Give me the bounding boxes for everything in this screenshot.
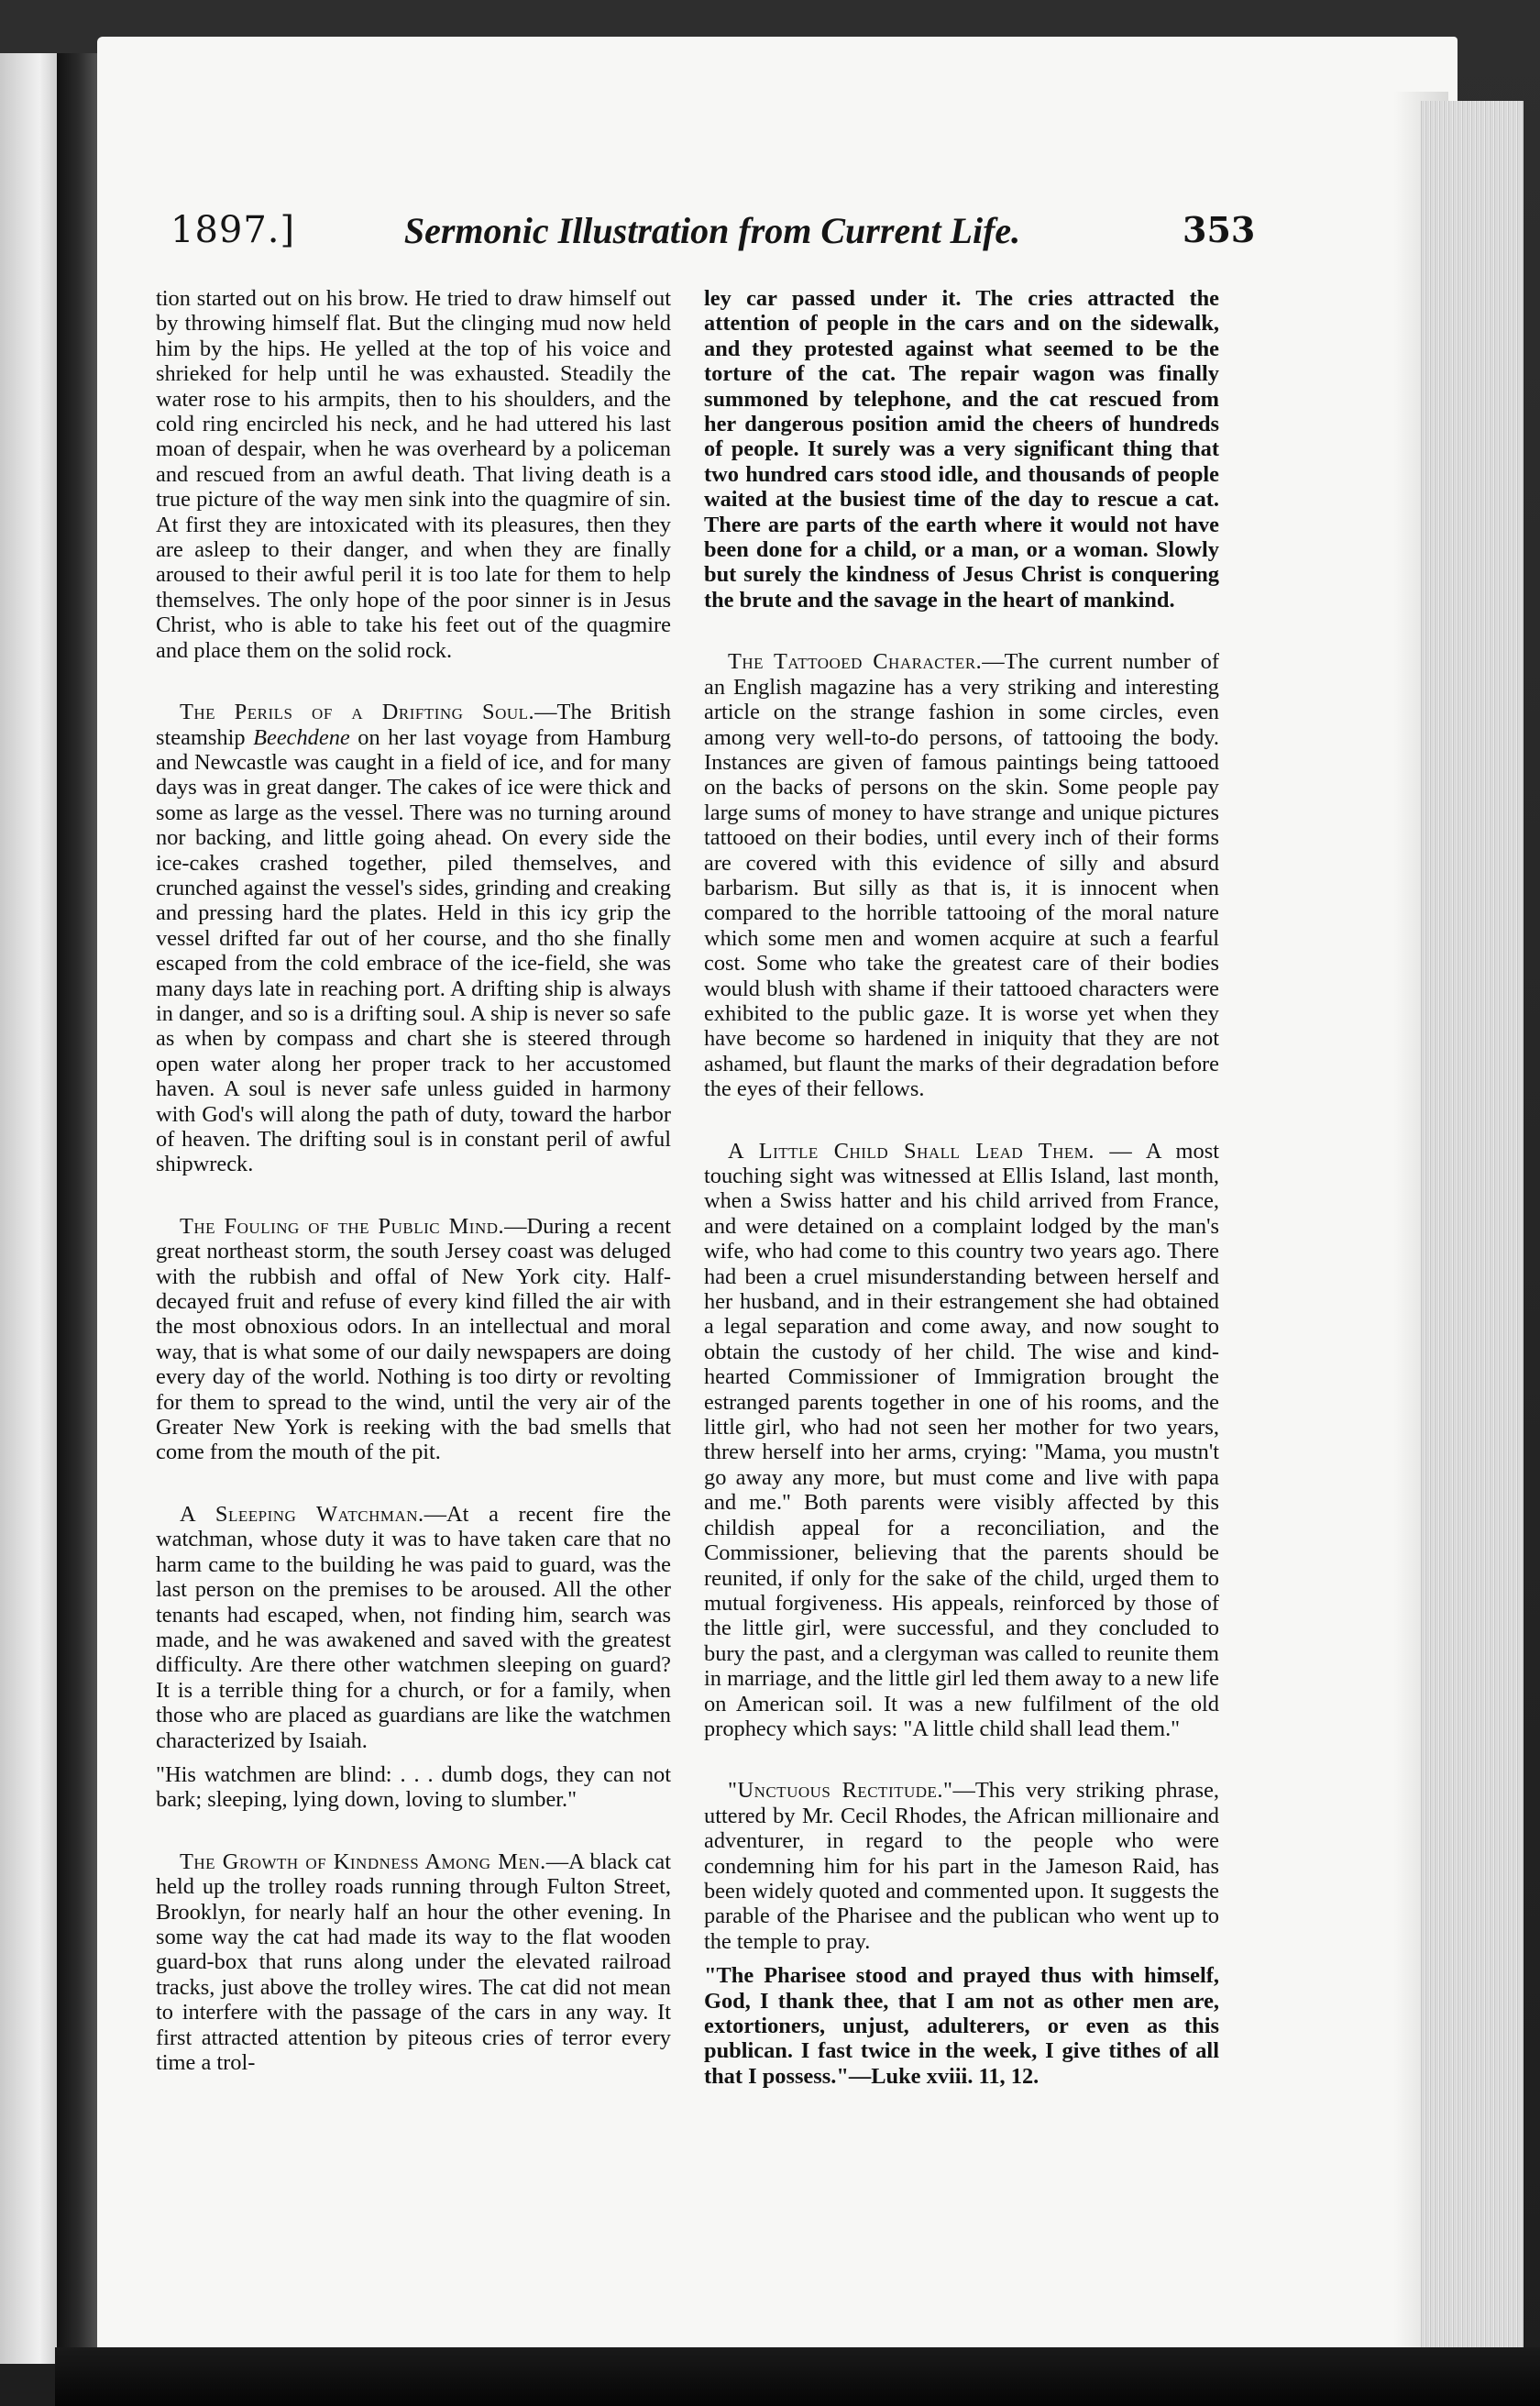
paragraph-quagmire-end: tion started out on his brow. He tried to draw himself out by throwing himself flat. But the clinging mud now held him by the hips. He yelled at the top of his voice and shrieked for help until he was exhausted. Steadily the water rose to his armpits, then to his shoulders, and the cold ring encircled his neck, and he had uttered his last moan of despair, when he was overheard by a policeman and rescued from an awful death. That living death is a true picture of the way men sink into the quagmire of sin. At first they are intoxicated with its pleasures, then they are asleep to their danger, and when they are finally aroused to their awful peril it is too late for them to help themselves. The only hope of the poor sinner is in Jesus Christ, who is able to take his feet out of the quagmire and place them on the solid rock. <box>156 286 671 663</box>
running-title: Sermonic Illustration from Current Life. <box>403 210 1021 251</box>
article-unctuous-rectitude <box>704 1778 1219 1954</box>
article-growth-of-kindness <box>156 1849 671 2076</box>
article-tattooed-character <box>704 649 1219 1101</box>
article-title: The Tattooed Character. <box>728 649 983 675</box>
article-text: —The current number of an English magazine has a very striking and interesting article on the strange fashion in some circles, even among very well-to-do persons, of tattooing the body. Instances are given of famous paintings being tattooed on the backs of persons on the skin. Some people pay large sums of money to have strange and unique pictures tattooed on their bodies, until every inch of their forms are covered with this evidence of silly and absurd barbarism. But silly as that is, it is innocent when compared to the horrible tattooing of the moral nature which some men and women acquire at such a fearful cost. Some who take the greatest care of their bodies would blush with shame if their tattooed characters were exhibited to the public gaze. It is worse yet when they have become so hardened in iniquity that they are not ashamed, but flaunt the marks of their degradation before the eyes of their fellows. <box>704 649 1219 1102</box>
article-text: —This very striking phrase, uttered by Mr. Cecil Rhodes, the African millionaire and adventurer, in regard to the people who were condemning him for his part in the Jameson Raid, has been widely quoted and commented upon. It suggests the parable of the Pharisee and the publican who went up to the temple to pray. <box>704 1778 1219 1954</box>
right-column <box>704 286 1219 2089</box>
stacked-page-edges <box>1421 101 1524 2375</box>
bottom-shadow <box>55 2347 1540 2406</box>
article-title: The Perils of a Drifting Soul. <box>180 700 535 725</box>
scripture-quote: "The Pharisee stood and prayed thus with himself, God, I thank thee, that I am not as other men are, extortioners, unjust, adulterers, or even as this publican. I fast twice in the week, I give tithes of all that I possess."—Luke xviii. 11, 12. <box>704 1963 1219 2089</box>
ship-name: Beechdene <box>253 724 350 750</box>
article-text: —The British steamship <box>156 700 671 750</box>
scripture-quote: "His watchmen are blind: . . . dumb dogs, they can not bark; sleeping, lying down, loving to slumber." <box>156 1761 671 1813</box>
article-public-mind <box>156 1214 671 1465</box>
article-title: A Little Child Shall Lead Them. <box>728 1138 1094 1164</box>
article-text: on her last voyage from Hamburg and Newcastle was caught in a field of ice, and for many days was in great danger. The cakes of ice were thick and some as large as the vessel. There was no turning around nor backing, and little going ahead. On every side the ice-cakes crashed together, piled themselves, and crunched against the vessel's sides, grinding and creaking and pressing hard the plates. Held in this icy grip the vessel drifted far out of her course, and tho she finally escaped from the cold embrace of the ice-field, she was many days late in reaching port. A drifting ship is always in danger, and so is a drifting soul. A ship is never so safe as when by compass and chart she is steered through open water along her proper track to her accustomed haven. A soul is never safe unless guided in harmony with God's will along the path of duty, toward the harbor of heaven. The drifting soul is in constant peril of awful shipwreck. <box>156 724 671 1177</box>
article-text: —During a recent great northeast storm, the south Jersey coast was deluged with the rubbish and offal of New York city. Half-decayed fruit and refuse of every kind filled the air with the most obnoxious odors. In an intellectual and moral way, that is what some of our daily newspapers are doing every day of the world. Nothing is too dirty or revolting for them to spread to the wind, until the very air of the Greater New York is reeking with the bad smells that come from the mouth of the pit. <box>156 1213 671 1465</box>
article-title: A Sleeping Watchman. <box>180 1501 424 1527</box>
article-drifting-soul <box>156 700 671 1177</box>
article-title: "Unctuous Rectitude." <box>728 1778 953 1804</box>
article-sleeping-watchman <box>156 1502 671 1753</box>
article-text: — A most touching sight was witnessed at Ellis Island, last month, when a Swiss hatter and his child arrived from France, and were detained on a complaint lodged by the man's wife, who had come to this country two years ago. There had been a cruel misunderstanding between herself and her husband, and in their estrangement she had obtained a legal separation and come away, and now sought to obtain the custody of her child. The wise and kind-hearted Commissioner of Immigration brought the estranged parents together in one of his rooms, and the little girl, who had not seen her mother for two years, threw herself into her arms, crying: "Mama, you mustn't go away any more, but must come and live with papa and me." Both parents were visibly affected by this childish appeal for a reconciliation, and the Commissioner, believing that the parents should be reunited, if only for the sake of the child, urged them to mutual forgiveness. His appeals, reinforced by those of the little girl, were successful, and they concluded to bury the past, and a clergyman was called to reunite them in marriage, and the little girl led them away to a new life on American soil. It was a new fulfilment of the old prophecy which says: "A little child shall lead them." <box>704 1138 1219 1741</box>
article-title: The Growth of Kindness Among Men. <box>180 1849 546 1874</box>
article-text: —At a recent fire the watchman, whose duty it was to have taken care that no harm came to the building he was paid to guard, was the last person on the premises to be aroused. All the other tenants had escaped, when, not finding him, search was made, and he was awakened and saved with the greatest difficulty. Are there other watchmen sleeping on guard? It is a terrible thing for a church, or for a family, when those who are placed as guardians are like the watchmen characterized by Isaiah. <box>156 1501 671 1753</box>
article-text: —A black cat held up the trolley roads running through Fulton Street, Brooklyn, for nearly half an hour the other evening. In some way the cat had made its way to the flat wooden guard-box that runs along under the elevated railroad tracks, just above the trolley wires. The cat did not mean to interfere with the passage of the cars in any way. It first attracted attention by piteous cries of terror every time a trol- <box>156 1849 671 2075</box>
article-title: The Fouling of the Public Mind. <box>180 1213 505 1239</box>
article-little-child <box>704 1139 1219 1742</box>
left-column <box>156 286 671 2075</box>
page-number: 353 <box>1182 209 1256 250</box>
header-year: 1897.] <box>170 209 296 251</box>
book-gutter <box>57 53 99 2364</box>
paragraph-cat-continued: ley car passed under it. The cries attracted the attention of people in the cars and on the sidewalk, and they protested against what seemed to be the torture of the cat. The repair wagon was finally summoned by telephone, and the cat rescued from her dangerous position amid the cheers of hundreds of people. It surely was a very significant thing that two hundred cars stood idle, and thousands of people waited at the busiest time of the day to rescue a cat. There are parts of the earth where it would not have been done for a child, or a man, or a woman. Slowly but surely the kindness of Jesus Christ is conquering the brute and the savage in the heart of mankind. <box>704 286 1219 613</box>
